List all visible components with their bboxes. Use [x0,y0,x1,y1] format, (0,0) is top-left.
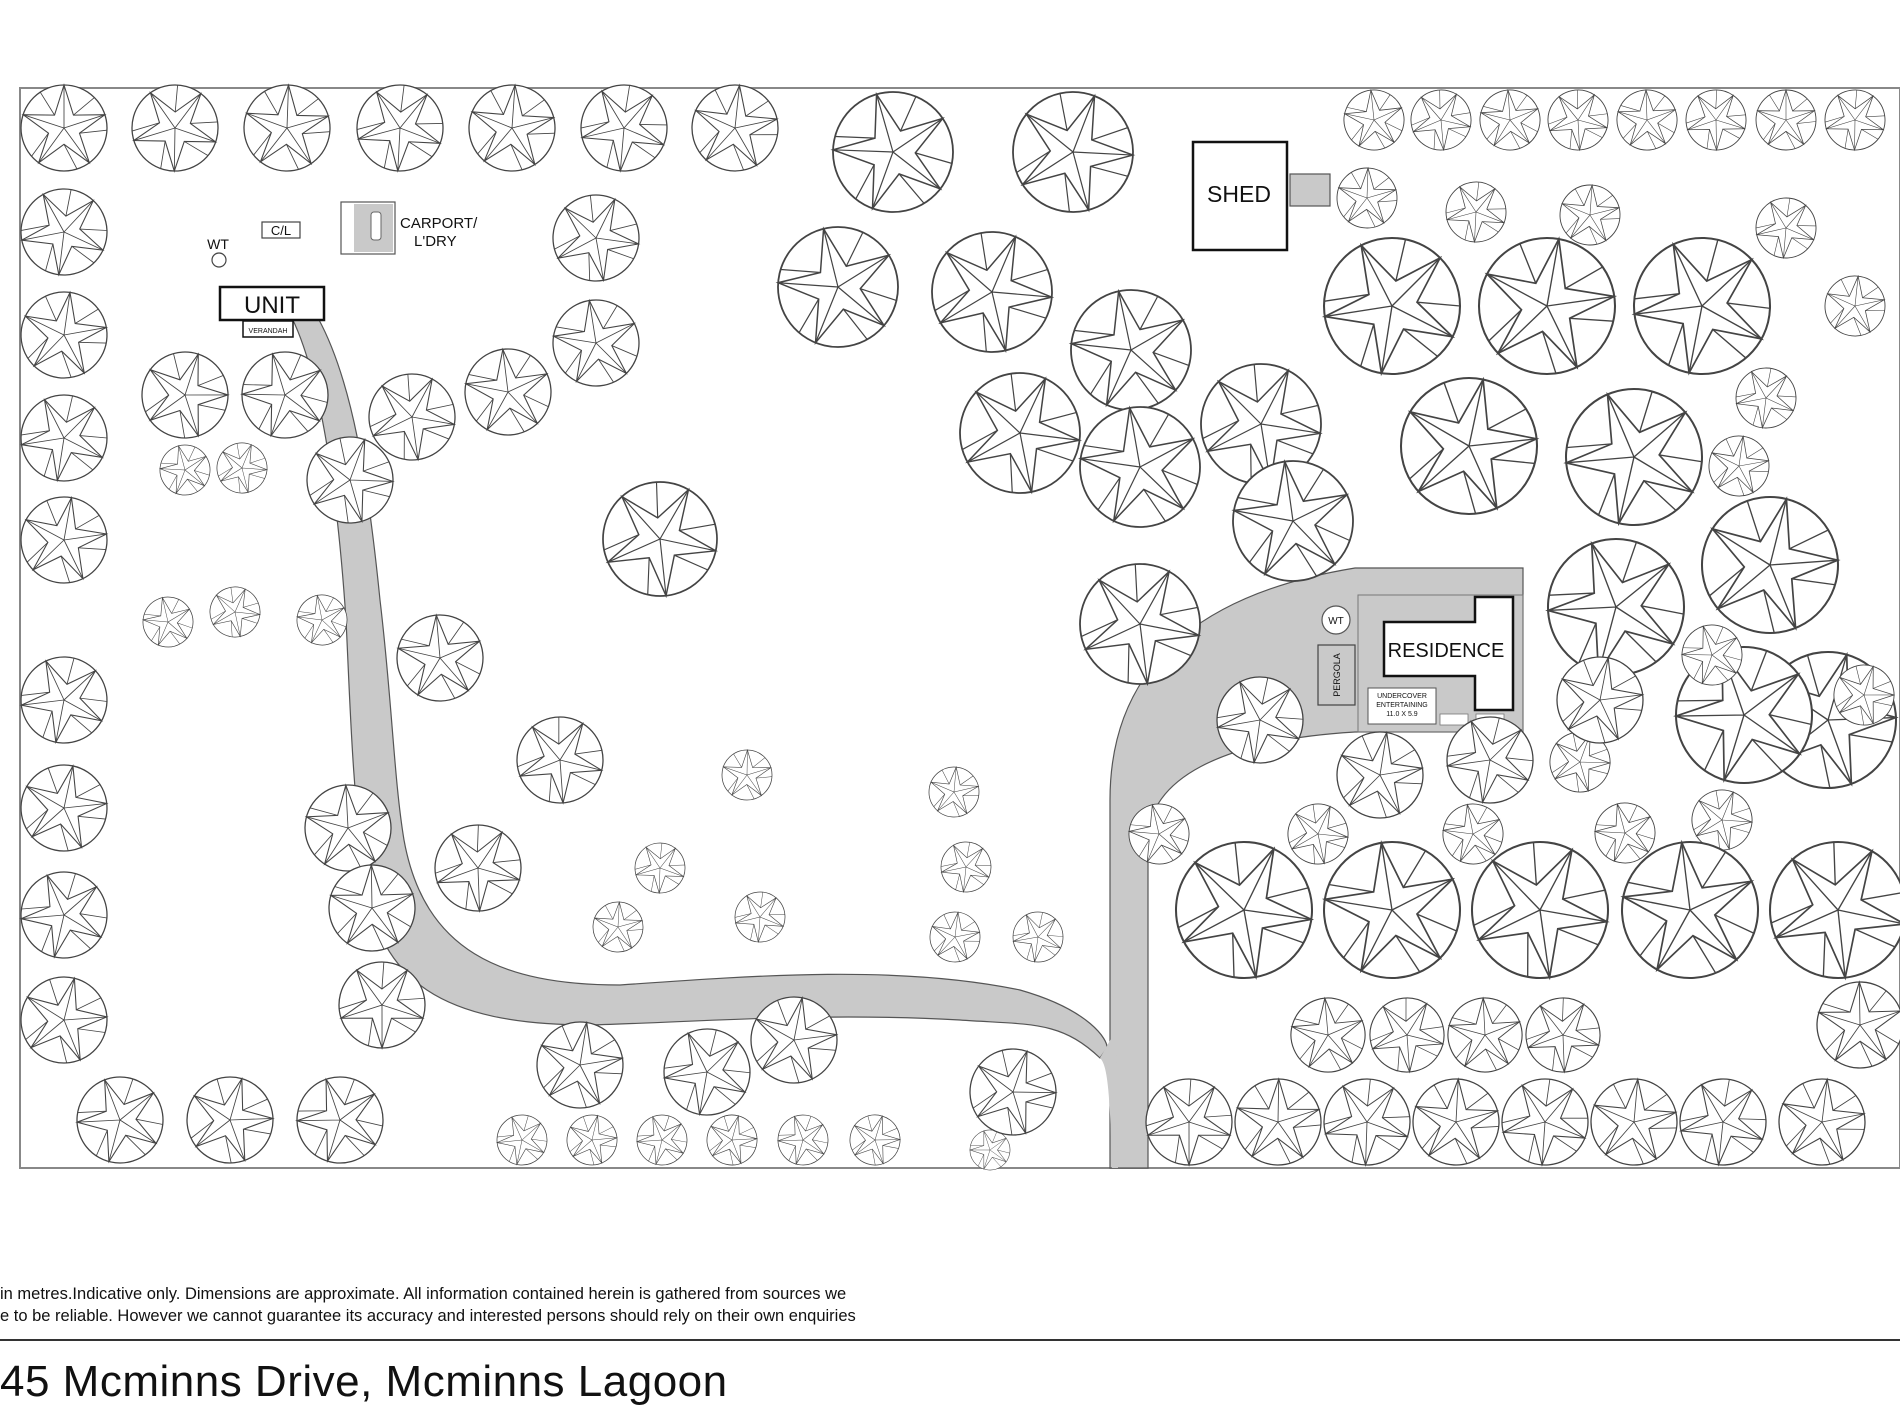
tree-icon [592,901,645,954]
tree-icon [625,833,695,903]
tree-icon [701,1109,762,1170]
tree-icon [487,1105,558,1176]
unit-label: UNIT [244,292,300,319]
tree-icon [1059,386,1221,548]
tree-icon [1756,90,1816,150]
tree-icon [14,490,114,590]
tree-icon [1745,817,1900,1003]
laundry-label: L'DRY [414,233,457,250]
tree-icon [340,68,461,189]
tree-icon [1356,984,1458,1086]
tree-icon [810,69,977,236]
tree-icon [1003,902,1074,973]
tree-icon [134,588,203,657]
tree-icon [531,1016,629,1114]
tree-icon [913,213,1070,370]
tree-icon [3,171,125,293]
tree-icon [646,1011,768,1133]
undercover-label-1: UNDERCOVER [1377,693,1427,700]
tree-icon [1538,361,1730,553]
tree-icon [384,602,497,715]
water-tank-unit [212,253,226,267]
tree-icon [1468,227,1626,385]
tree-icon [1484,1061,1605,1182]
cl-label: C/L [270,223,292,238]
tree-icon [722,750,773,801]
tree-icon [280,1060,400,1180]
tree-icon [1724,356,1809,441]
carport-label: CARPORT/ [400,215,478,232]
tree-icon [1400,79,1482,161]
tree-icon [1471,81,1549,159]
tree-icon [995,74,1150,229]
tree-icon [627,1105,697,1175]
tree-icon [539,181,654,296]
tree-icon [3,854,124,975]
tree-icon [3,639,125,761]
tree-icon [725,882,795,952]
parking-mark [1440,714,1468,725]
tree-icon [150,435,219,504]
tree-icon [209,435,274,500]
tree-icon [1307,1062,1428,1183]
footer-rule [0,1339,1900,1341]
disclaimer-line-2: e to be reliable. However we cannot guarantee its accuracy and interested persons should rely on their own enquiries [0,1307,856,1325]
tree-icon [688,81,783,176]
verandah-label: VERANDAH [248,328,288,335]
tree-icon [1537,79,1620,162]
tree-icon [768,1105,838,1175]
pergola-label: PERGOLA [1332,653,1342,697]
shed-annex [1290,174,1330,206]
tree-icon [1705,432,1773,500]
tree-icon [60,1060,181,1181]
tree-icon [418,808,537,927]
tree-icon [202,579,268,645]
tree-icon [1331,726,1429,824]
tree-icon [466,82,558,174]
tree-icon [1336,167,1398,229]
residence-label: RESIDENCE [1387,640,1505,662]
tree-icon [1512,984,1615,1087]
tree-icon [1296,210,1488,402]
tree-icon [1805,970,1900,1079]
tree-icon [12,968,116,1072]
tree-icon [1334,80,1413,159]
undercover-dims: 11.0 X 5.9 [1386,711,1418,718]
tree-icon [1822,273,1888,339]
tree-icon [1688,483,1853,648]
tree-icon [177,1067,283,1173]
wt-residence-label: WT [1328,616,1344,627]
tree-icon [927,909,983,965]
tree-icon [1558,183,1622,247]
tree-icon [562,1110,622,1170]
tree-icon [131,341,239,449]
tree-icon [1434,170,1518,254]
tree-icon [931,832,1002,903]
shed-label: SHED [1207,181,1271,207]
tree-icon [1609,82,1686,159]
tree-icon [15,286,112,383]
car-icon [371,212,381,240]
tree-icon [1411,1077,1501,1167]
tree-icon [927,765,981,819]
disclaimer-line-1: in metres.Indicative only. Dimensions are approximate. All information contained herein is gathered from sources we [0,1285,847,1303]
tree-icon [1674,78,1758,162]
undercover-label-2: ENTERTAINING [1376,702,1428,709]
tree-icon [21,85,107,171]
wt-unit-label: WT [207,236,229,252]
tree-icon [1587,1075,1680,1168]
tree-icon [3,377,125,499]
tree-icon [1437,987,1533,1083]
tree-icon [451,335,565,449]
tree-icon [538,285,654,401]
tree-icon [1774,1074,1870,1170]
tree-icon [563,67,684,188]
tree-icon [243,84,332,173]
tree-icon [940,353,1099,512]
property-address: 45 Mcminns Drive, Mcminns Lagoon [0,1357,728,1406]
tree-icon [1388,365,1549,526]
tree-icon [958,1037,1067,1146]
tree-icon [1813,78,1897,162]
tree-icon [844,1109,906,1171]
tree-icon [501,701,620,820]
tree-icon [13,757,115,859]
tree-icon [1744,186,1829,271]
tree-icon [115,68,235,188]
tree-icon [755,204,920,369]
tree-icon [1279,986,1376,1083]
tree-icon [582,461,738,617]
tree-icon [1234,1078,1321,1165]
tree-icon [1662,1061,1783,1182]
